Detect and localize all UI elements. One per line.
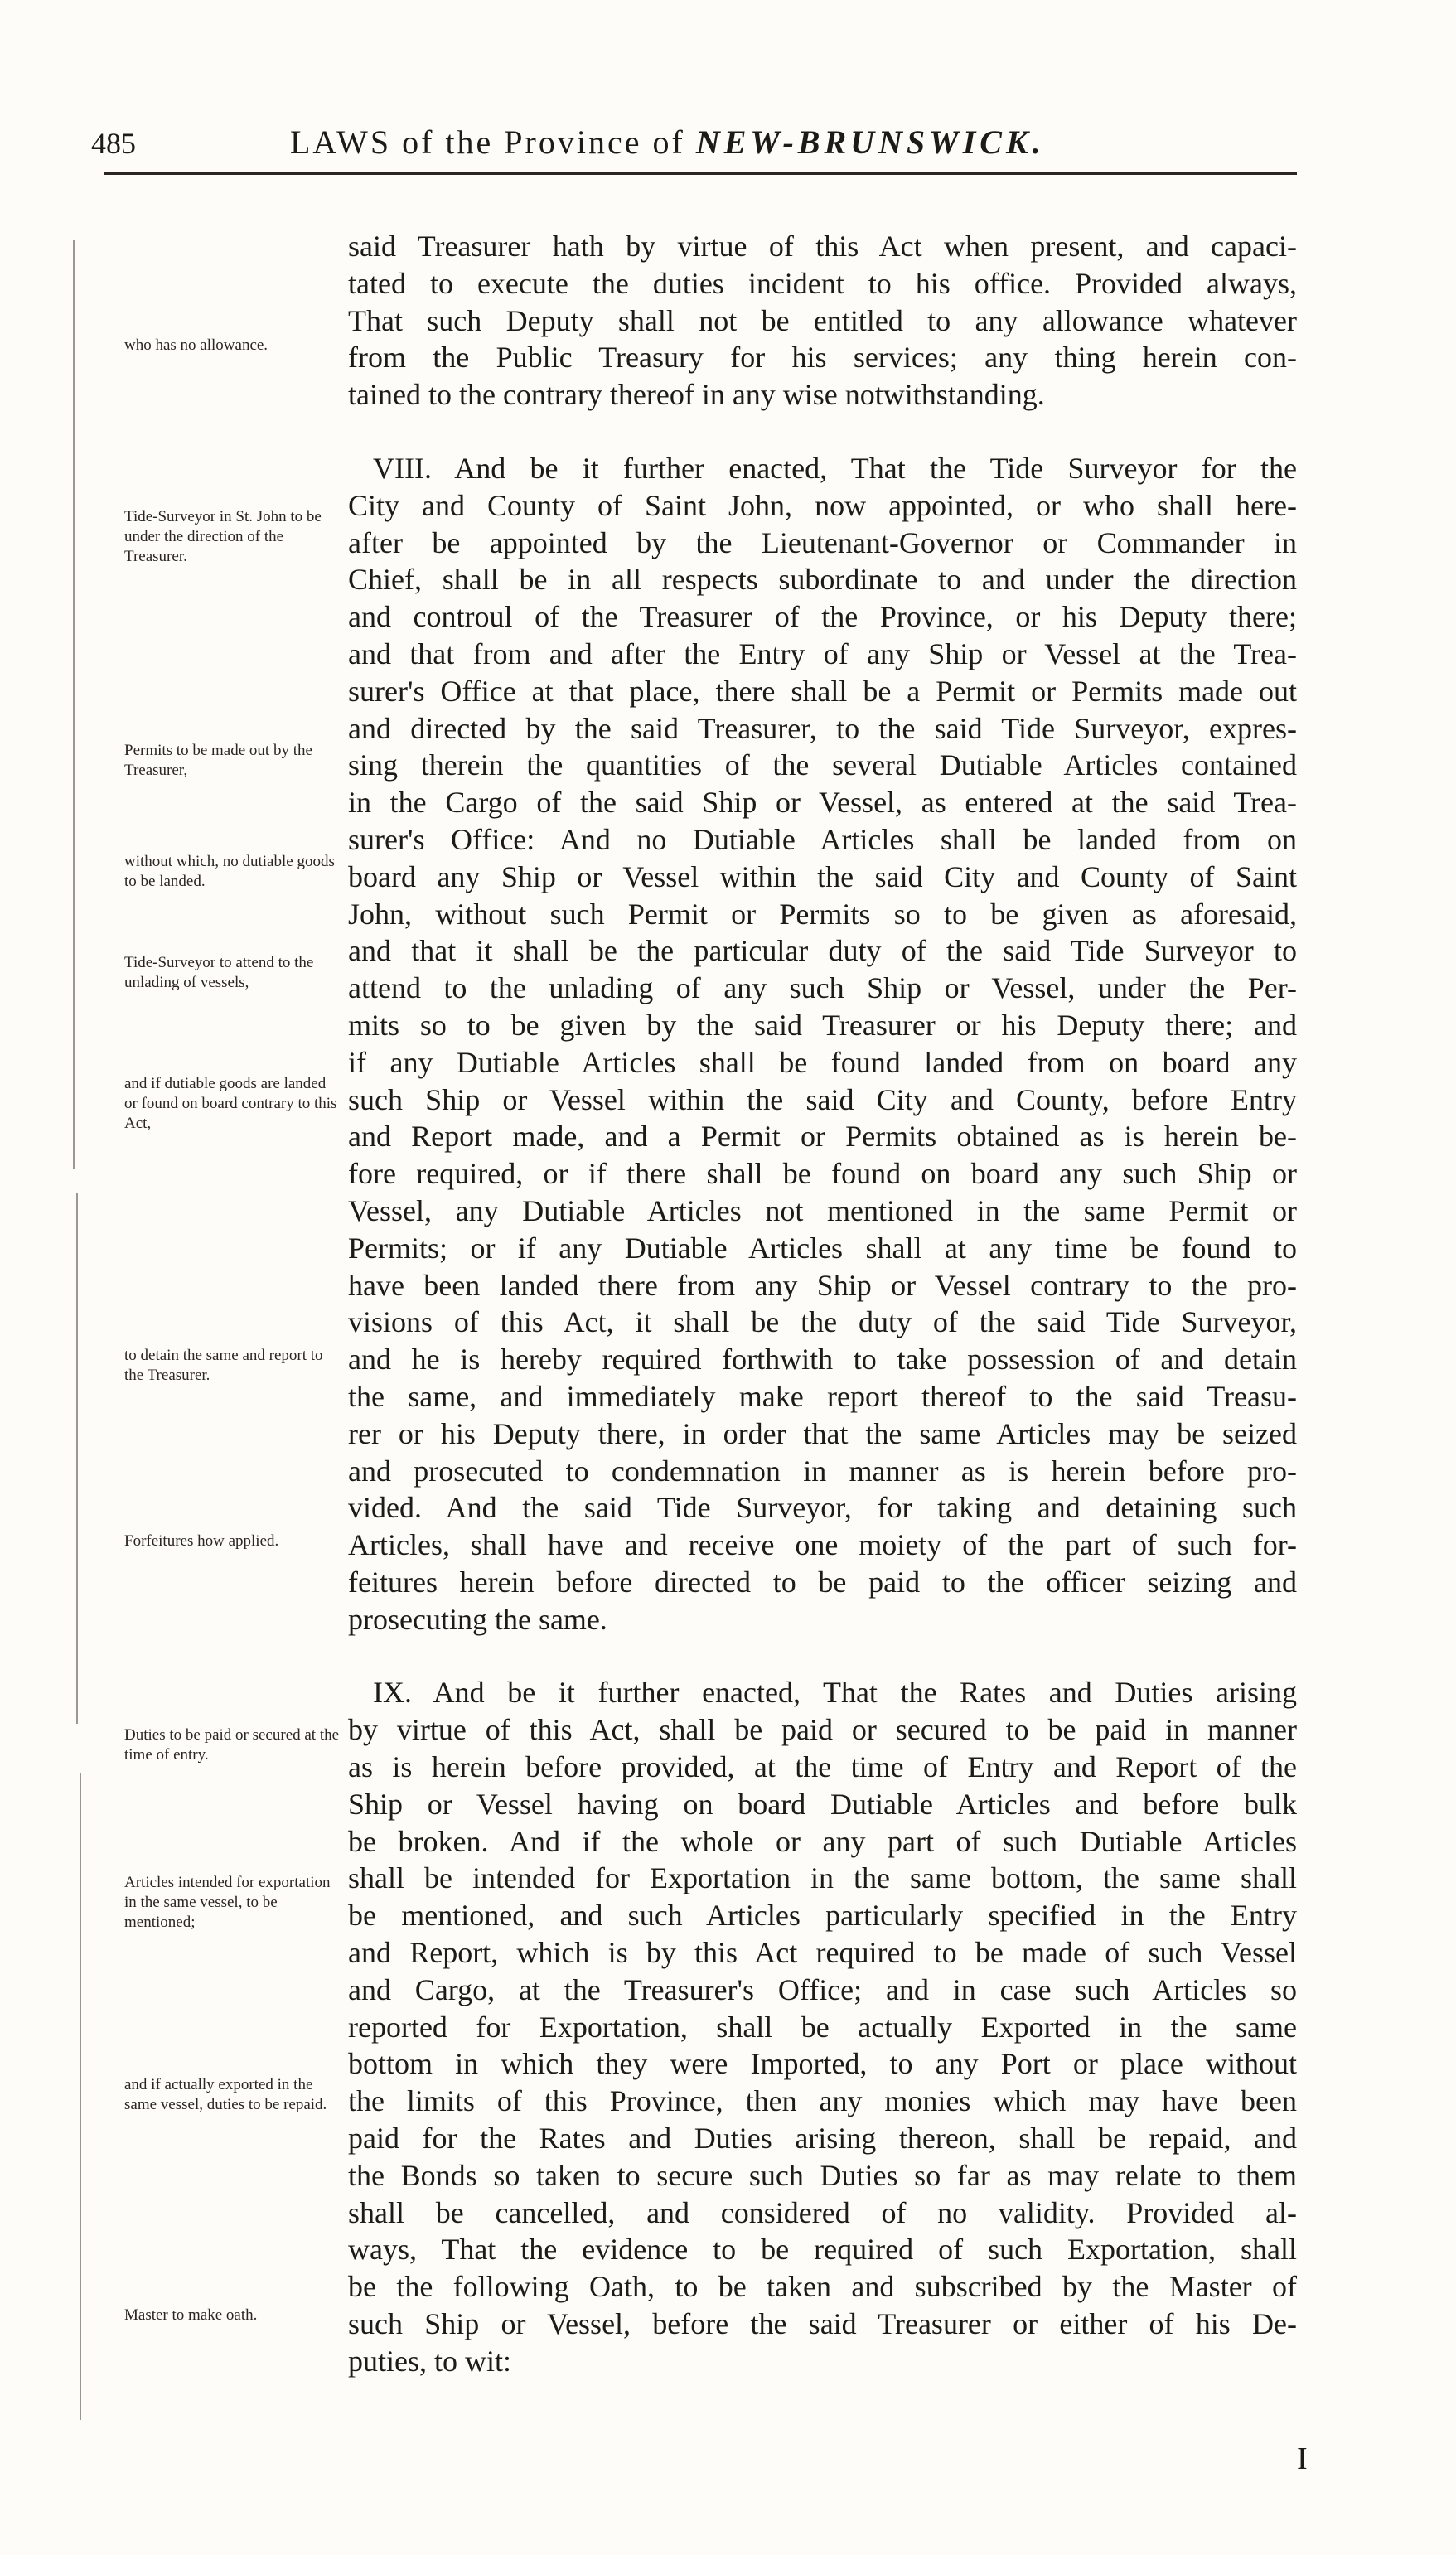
- text-line: Chief, shall be in all respects subordinate to and under the direction: [348, 563, 1297, 597]
- text-line: if any Dutiable Articles shall be found landed from on board any: [348, 1045, 1297, 1079]
- paragraph-gap: [348, 414, 1297, 450]
- margin-note: Tide-Surveyor to attend to the unlading of vessels,: [124, 954, 314, 991]
- text-line: John, without such Permit or Permits so to be given as aforesaid,: [348, 897, 1297, 931]
- text-line: tated to execute the duties incident to his office. Provided always,: [348, 266, 1297, 300]
- text-line: shall be cancelled, and considered of no validity. Provided al-: [348, 2195, 1297, 2229]
- text-line: by virtue of this Act, shall be paid or secured to be paid in manner: [348, 1713, 1297, 1747]
- text-line: have been landed there from any Ship or Vessel contrary to the pro-: [348, 1268, 1297, 1302]
- paragraph-gap: [348, 1638, 1297, 1674]
- margin-note: Permits to be made out by the Treasurer,: [124, 742, 312, 779]
- page-number: 485: [91, 127, 136, 160]
- margin-note: Master to make oath.: [124, 2306, 258, 2324]
- text-line: and that from and after the Entry of any Ship or Vessel at the Trea-: [348, 636, 1297, 670]
- text-line: in the Cargo of the said Ship or Vessel, as entered at the said Trea-: [348, 786, 1297, 820]
- text-line: the Bonds so taken to secure such Duties so far as may relate to them: [348, 2158, 1297, 2192]
- text-line: Articles, shall have and receive one moiety of the part of such for-: [348, 1528, 1297, 1562]
- margin-note: who has no allowance.: [124, 336, 268, 354]
- catchword: I: [1297, 2441, 1308, 2476]
- text-line: shall be intended for Exportation in the same bottom, the same shall: [348, 1861, 1297, 1895]
- text-line: and Cargo, at the Treasurer's Office; and in case such Articles so: [348, 1972, 1297, 2006]
- margin-note: without which, no dutiable goods to be landed.: [124, 853, 335, 890]
- text-line: prosecuting the same.: [348, 1602, 607, 1636]
- margin-note: Articles intended for exportation in the same vessel, to be mentioned;: [124, 1874, 331, 1931]
- text-line: and he is hereby required forthwith to take possession of and detain: [348, 1343, 1297, 1377]
- text-line: the same, and immediately make report thereof to the said Treasu-: [348, 1379, 1297, 1413]
- text-line: be the following Oath, to be taken and subscribed by the Master of: [348, 2270, 1297, 2304]
- running-title-prefix: LAWS of the Province of: [290, 123, 685, 161]
- text-line: That such Deputy shall not be entitled to any allowance whatever: [348, 303, 1297, 337]
- margin-note: Forfeitures how applied.: [124, 1532, 279, 1550]
- text-line: after be appointed by the Lieutenant-Governor or Commander in: [348, 525, 1297, 559]
- text-line: the limits of this Province, then any monies which may have been: [348, 2084, 1297, 2118]
- text-line: and that it shall be the particular duty of the said Tide Surveyor to: [348, 934, 1297, 968]
- text-line: attend to the unlading of any such Ship or Vessel, under the Per-: [348, 971, 1297, 1005]
- text-line: mits so to be given by the said Treasurer or his Deputy there; and: [348, 1008, 1297, 1042]
- body-text: [348, 228, 1297, 2380]
- margin-notes: [0, 0, 348, 2555]
- text-line: fore required, or if there shall be found on board any such Ship or: [348, 1157, 1297, 1191]
- margin-note: to detain the same and report to the Treasurer.: [124, 1347, 323, 1384]
- text-line: reported for Exportation, shall be actually Exported in the same: [348, 2010, 1297, 2044]
- text-line: from the Public Treasury for his services; any thing herein con-: [348, 341, 1297, 375]
- text-line: said Treasurer hath by virtue of this Act when present, and capaci-: [348, 230, 1297, 263]
- text-line: and controul of the Treasurer of the Province, or his Deputy there;: [348, 600, 1297, 634]
- text-line: paid for the Rates and Duties arising thereon, shall be repaid, and: [348, 2122, 1297, 2156]
- text-line: and Report, which is by this Act required to be made of such Vessel: [348, 1936, 1297, 1970]
- text-line: sing therein the quantities of the several Dutiable Articles contained: [348, 748, 1297, 782]
- text-line: surer's Office at that place, there shall be a Permit or Permits made out: [348, 674, 1297, 708]
- margin-note: and if actually exported in the same vessel, duties to be repaid.: [124, 2076, 327, 2113]
- text-line: rer or his Deputy there, in order that the same Articles may be seized: [348, 1416, 1297, 1450]
- text-line: Vessel, any Dutiable Articles not mentioned in the same Permit or: [348, 1193, 1297, 1227]
- text-line: feitures herein before directed to be paid to the officer seizing and: [348, 1565, 1297, 1599]
- text-line: such Ship or Vessel, before the said Treasurer or either of his De-: [348, 2307, 1297, 2341]
- text-line: and Report made, and a Permit or Permits obtained as is herein be-: [348, 1120, 1297, 1154]
- text-line: be mentioned, and such Articles particularly specified in the Entry: [348, 1899, 1297, 1933]
- text-line: board any Ship or Vessel within the said City and County of Saint: [348, 859, 1297, 893]
- text-line: vided. And the said Tide Surveyor, for taking and detaining such: [348, 1491, 1297, 1525]
- text-line: and prosecuted to condemnation in manner as is herein before pro-: [348, 1454, 1297, 1488]
- text-line: Ship or Vessel having on board Dutiable Articles and before bulk: [348, 1787, 1297, 1821]
- text-line: Permits; or if any Dutiable Articles shall at any time be found to: [348, 1231, 1297, 1265]
- margin-note: Tide-Surveyor in St. John to be under the direction of the Treasurer.: [124, 508, 322, 565]
- margin-note: and if dutiable goods are landed or found on board contrary to this Act,: [124, 1075, 337, 1132]
- text-line: be broken. And if the whole or any part of such Dutiable Articles: [348, 1824, 1297, 1858]
- text-line: surer's Office: And no Dutiable Articles shall be landed from on: [348, 822, 1297, 856]
- running-title: [290, 123, 1045, 162]
- text-line: as is herein before provided, at the time of Entry and Report of the: [348, 1750, 1297, 1784]
- text-line: such Ship or Vessel within the said City and County, before Entry: [348, 1082, 1297, 1116]
- text-line: puties, to wit:: [348, 2344, 511, 2378]
- text-line: VIII. And be it further enacted, That the Tide Surveyor for the: [373, 451, 1297, 485]
- text-line: ways, That the evidence to be required of such Exportation, shall: [348, 2233, 1297, 2267]
- text-line: and directed by the said Treasurer, to the said Tide Surveyor, expres-: [348, 711, 1297, 745]
- text-line: bottom in which they were Imported, to any Port or place without: [348, 2047, 1297, 2081]
- margin-note: Duties to be paid or secured at the time of entry.: [124, 1726, 340, 1764]
- running-title-province: NEW-BRUNSWICK.: [695, 123, 1045, 161]
- text-line: tained to the contrary thereof in any wise notwithstanding.: [348, 378, 1045, 412]
- text-line: visions of this Act, it shall be the duty of the said Tide Surveyor,: [348, 1305, 1297, 1339]
- text-line: City and County of Saint John, now appointed, or who shall here-: [348, 488, 1297, 522]
- text-line: IX. And be it further enacted, That the Rates and Duties arising: [373, 1676, 1297, 1710]
